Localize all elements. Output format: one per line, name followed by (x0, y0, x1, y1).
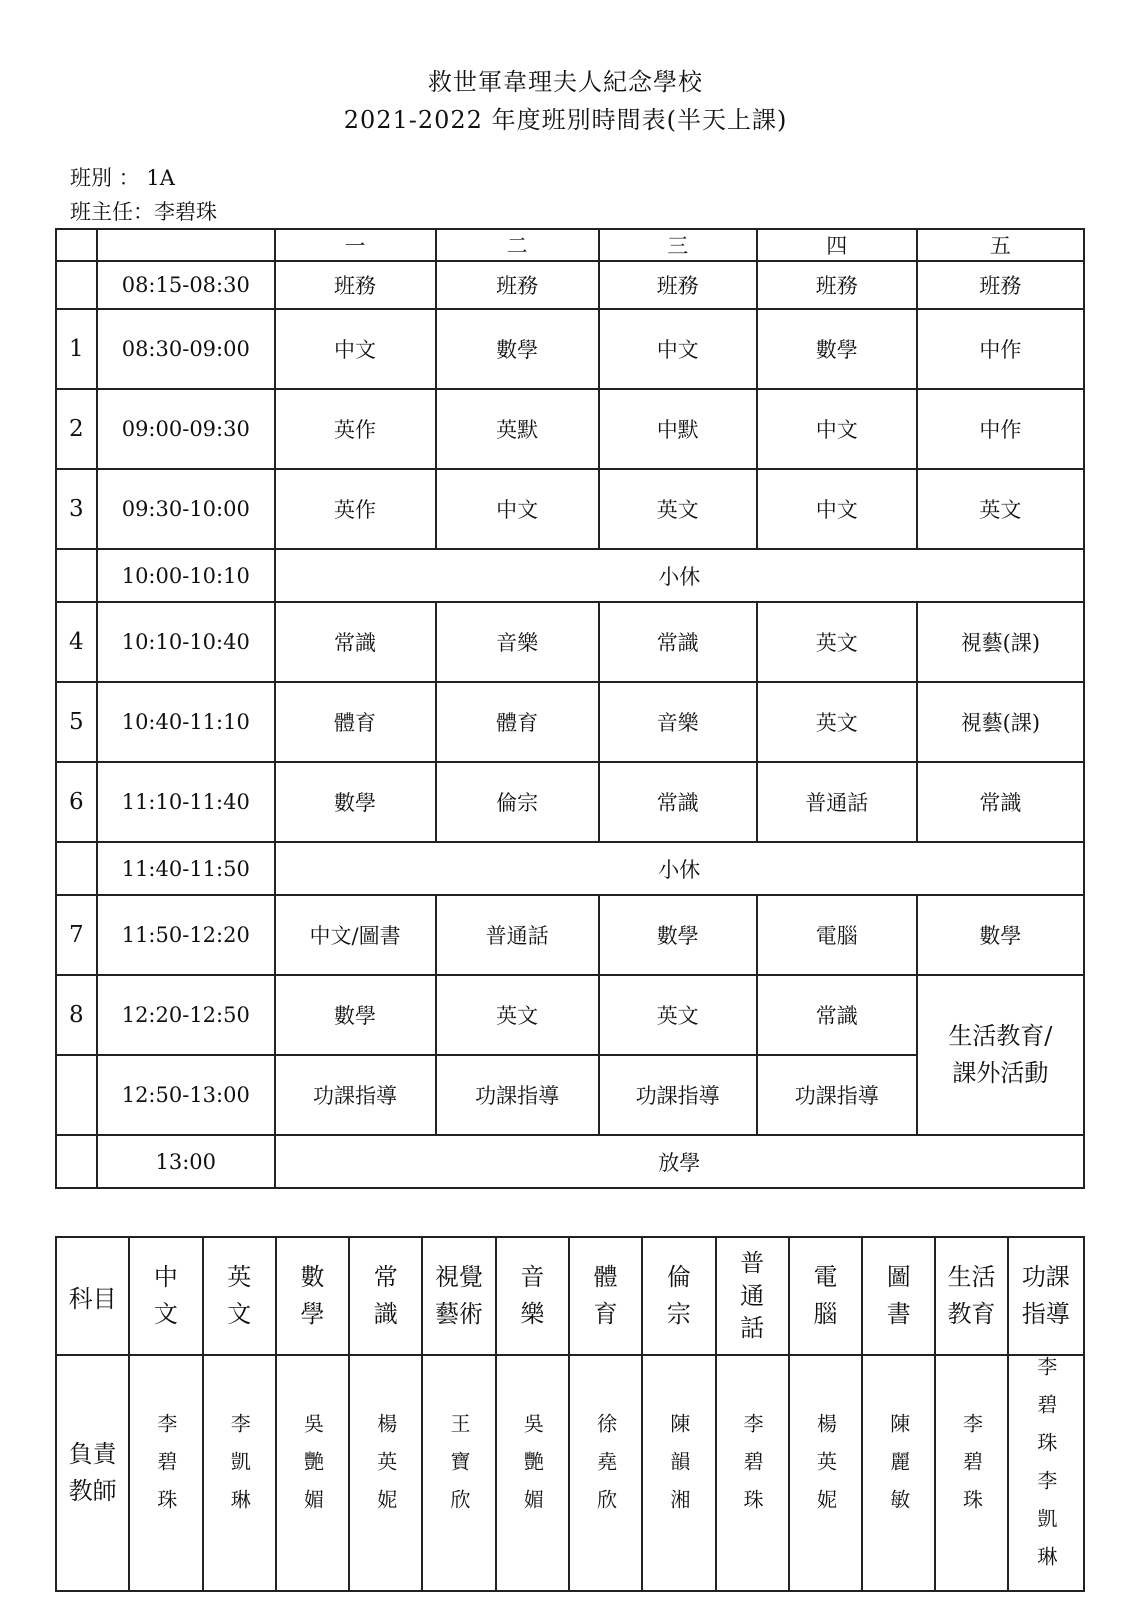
period-number (56, 1135, 97, 1188)
lesson-cell: 常識 (757, 975, 917, 1055)
lesson-cell: 音樂 (436, 602, 599, 682)
time-slot: 13:00 (97, 1135, 274, 1188)
lesson-cell: 英文 (599, 469, 757, 549)
day-header: 二 (436, 229, 599, 261)
time-slot: 10:10-10:40 (97, 602, 274, 682)
lesson-cell: 視藝(課) (917, 682, 1084, 762)
lesson-cell: 普通話 (757, 762, 917, 842)
school-name: 救世軍韋理夫人紀念學校 (428, 68, 703, 96)
break-cell: 小休 (275, 549, 1084, 602)
lesson-cell: 數學 (757, 309, 917, 389)
teacher-cell: 李碧珠李凱琳 (1008, 1355, 1084, 1591)
lesson-cell: 中文 (436, 469, 599, 549)
lesson-cell: 中文 (757, 469, 917, 549)
lesson-cell: 常識 (599, 602, 757, 682)
teacher-cell: 楊英妮 (789, 1355, 862, 1591)
teacher-cell: 李碧珠 (935, 1355, 1007, 1591)
timetable-row (56, 762, 1084, 842)
day-header-row (56, 229, 1084, 261)
friday-merged-text (948, 1018, 1052, 1092)
time-slot: 08:15-08:30 (97, 261, 274, 309)
lesson-cell: 中文 (275, 309, 436, 389)
time-slot: 10:00-10:10 (97, 549, 274, 602)
lesson-cell: 功課指導 (757, 1055, 917, 1135)
lesson-cell: 普通話 (436, 895, 599, 975)
period-number: 4 (56, 602, 97, 682)
lesson-cell: 數學 (275, 762, 436, 842)
lesson-cell: 常識 (917, 762, 1084, 842)
subject-teacher-table (55, 1236, 1085, 1592)
time-slot: 11:10-11:40 (97, 762, 274, 842)
lesson-cell: 班務 (599, 261, 757, 309)
class-teacher-label: 班主任：李碧珠 (70, 200, 217, 224)
lesson-cell: 英作 (275, 469, 436, 549)
time-slot: 12:20-12:50 (97, 975, 274, 1055)
subject-cell: 音 樂 (496, 1237, 569, 1355)
subject-row (56, 1237, 1084, 1355)
subject-cell: 電 腦 (789, 1237, 862, 1355)
timetable-row (56, 309, 1084, 389)
timetable-row (56, 895, 1084, 975)
period-number: 2 (56, 389, 97, 469)
subject-cell: 中 文 (129, 1237, 202, 1355)
lesson-cell: 班務 (757, 261, 917, 309)
subject-cell: 倫 宗 (642, 1237, 715, 1355)
subject-cell: 英 文 (203, 1237, 276, 1355)
lesson-cell: 中作 (917, 309, 1084, 389)
lesson-cell: 英文 (757, 682, 917, 762)
lesson-cell: 倫宗 (436, 762, 599, 842)
time-slot: 11:40-11:50 (97, 842, 274, 895)
lesson-cell: 中默 (599, 389, 757, 469)
day-header: 一 (275, 229, 436, 261)
teacher-cell: 王寶欣 (422, 1355, 495, 1591)
lesson-cell: 數學 (275, 975, 436, 1055)
lesson-cell: 英文 (757, 602, 917, 682)
break-row (56, 549, 1084, 602)
time-slot: 12:50-13:00 (97, 1055, 274, 1135)
dismissal-cell: 放學 (275, 1135, 1084, 1188)
lesson-cell: 數學 (436, 309, 599, 389)
period-number (56, 842, 97, 895)
period-number (56, 1055, 97, 1135)
day-header: 五 (917, 229, 1084, 261)
lesson-cell: 中文 (599, 309, 757, 389)
lesson-cell: 視藝(課) (917, 602, 1084, 682)
lesson-cell: 班務 (275, 261, 436, 309)
subject-cell: 體 育 (569, 1237, 642, 1355)
lesson-cell: 音樂 (599, 682, 757, 762)
period-number: 3 (56, 469, 97, 549)
lesson-cell: 英作 (275, 389, 436, 469)
teacher-cell: 李碧珠 (716, 1355, 789, 1591)
subject-cell: 功課 指導 (1008, 1237, 1084, 1355)
lesson-cell: 數學 (599, 895, 757, 975)
teacher-cell: 陳麗敏 (862, 1355, 935, 1591)
lesson-cell: 英文 (436, 975, 599, 1055)
subject-cell: 圖 書 (862, 1237, 935, 1355)
lesson-cell: 英文 (917, 469, 1084, 549)
friday-merged-cell (917, 975, 1084, 1135)
teacher-cell: 李碧珠 (129, 1355, 202, 1591)
teacher-cell: 陳韻湘 (642, 1355, 715, 1591)
day-header: 四 (757, 229, 917, 261)
subject-label-text: 科目 (68, 1284, 117, 1313)
subject-cell: 生活 教育 (935, 1237, 1007, 1355)
period-number (56, 549, 97, 602)
corner-cell (56, 229, 97, 261)
lesson-cell: 常識 (599, 762, 757, 842)
time-slot: 09:00-09:30 (97, 389, 274, 469)
teacher-row (56, 1355, 1084, 1591)
period-number: 5 (56, 682, 97, 762)
subject-cell: 數 學 (276, 1237, 349, 1355)
break-cell: 小休 (275, 842, 1084, 895)
friday-merged-line1: 生活教育/ (948, 1021, 1053, 1050)
dismissal-row (56, 1135, 1084, 1188)
subject-row-label (56, 1237, 129, 1355)
teacher-cell: 吳艷媚 (496, 1355, 569, 1591)
corner-cell-time (97, 229, 274, 261)
teacher-cell: 吳艷媚 (276, 1355, 349, 1591)
period-number: 1 (56, 309, 97, 389)
period-number: 7 (56, 895, 97, 975)
teacher-cell: 楊英妮 (349, 1355, 422, 1591)
teacher-row-label (56, 1355, 129, 1591)
period-number: 8 (56, 975, 97, 1055)
friday-merged-line2: 課外活動 (952, 1059, 1049, 1087)
time-slot: 08:30-09:00 (97, 309, 274, 389)
period-number (56, 261, 97, 309)
break-row (56, 842, 1084, 895)
subject-cell: 視覺 藝術 (422, 1237, 495, 1355)
lesson-cell: 中作 (917, 389, 1084, 469)
time-slot: 09:30-10:00 (97, 469, 274, 549)
time-slot: 10:40-11:10 (97, 682, 274, 762)
timetable (55, 228, 1085, 1189)
lesson-cell: 功課指導 (436, 1055, 599, 1135)
day-header: 三 (599, 229, 757, 261)
lesson-cell: 功課指導 (275, 1055, 436, 1135)
timetable-row (56, 389, 1084, 469)
lesson-cell: 中文 (757, 389, 917, 469)
timetable-row (56, 975, 1084, 1055)
period-number: 6 (56, 762, 97, 842)
subject-cell: 普 通 話 (716, 1237, 789, 1355)
teacher-label-line2: 教師 (68, 1477, 117, 1505)
lesson-cell: 班務 (436, 261, 599, 309)
timetable-row (56, 469, 1084, 549)
lesson-cell: 中文/圖書 (275, 895, 436, 975)
lesson-cell: 班務 (917, 261, 1084, 309)
teacher-cell: 徐堯欣 (569, 1355, 642, 1591)
lesson-cell: 數學 (917, 895, 1084, 975)
lesson-cell: 英文 (599, 975, 757, 1055)
lesson-cell: 功課指導 (599, 1055, 757, 1135)
lesson-cell: 體育 (275, 682, 436, 762)
lesson-cell: 英默 (436, 389, 599, 469)
teacher-label-line1: 負責 (68, 1439, 117, 1468)
teacher-cell: 李凱琳 (203, 1355, 276, 1591)
timetable-row (56, 602, 1084, 682)
timetable-row (56, 261, 1084, 309)
lesson-cell: 體育 (436, 682, 599, 762)
class-label: 班別 ： 1A (70, 166, 175, 190)
subject-cell: 常 識 (349, 1237, 422, 1355)
time-slot: 11:50-12:20 (97, 895, 274, 975)
timetable-row (56, 682, 1084, 762)
lesson-cell: 常識 (275, 602, 436, 682)
lesson-cell: 電腦 (757, 895, 917, 975)
timetable-subtitle: 2021-2022 年度班別時間表(半天上課) (343, 106, 788, 134)
